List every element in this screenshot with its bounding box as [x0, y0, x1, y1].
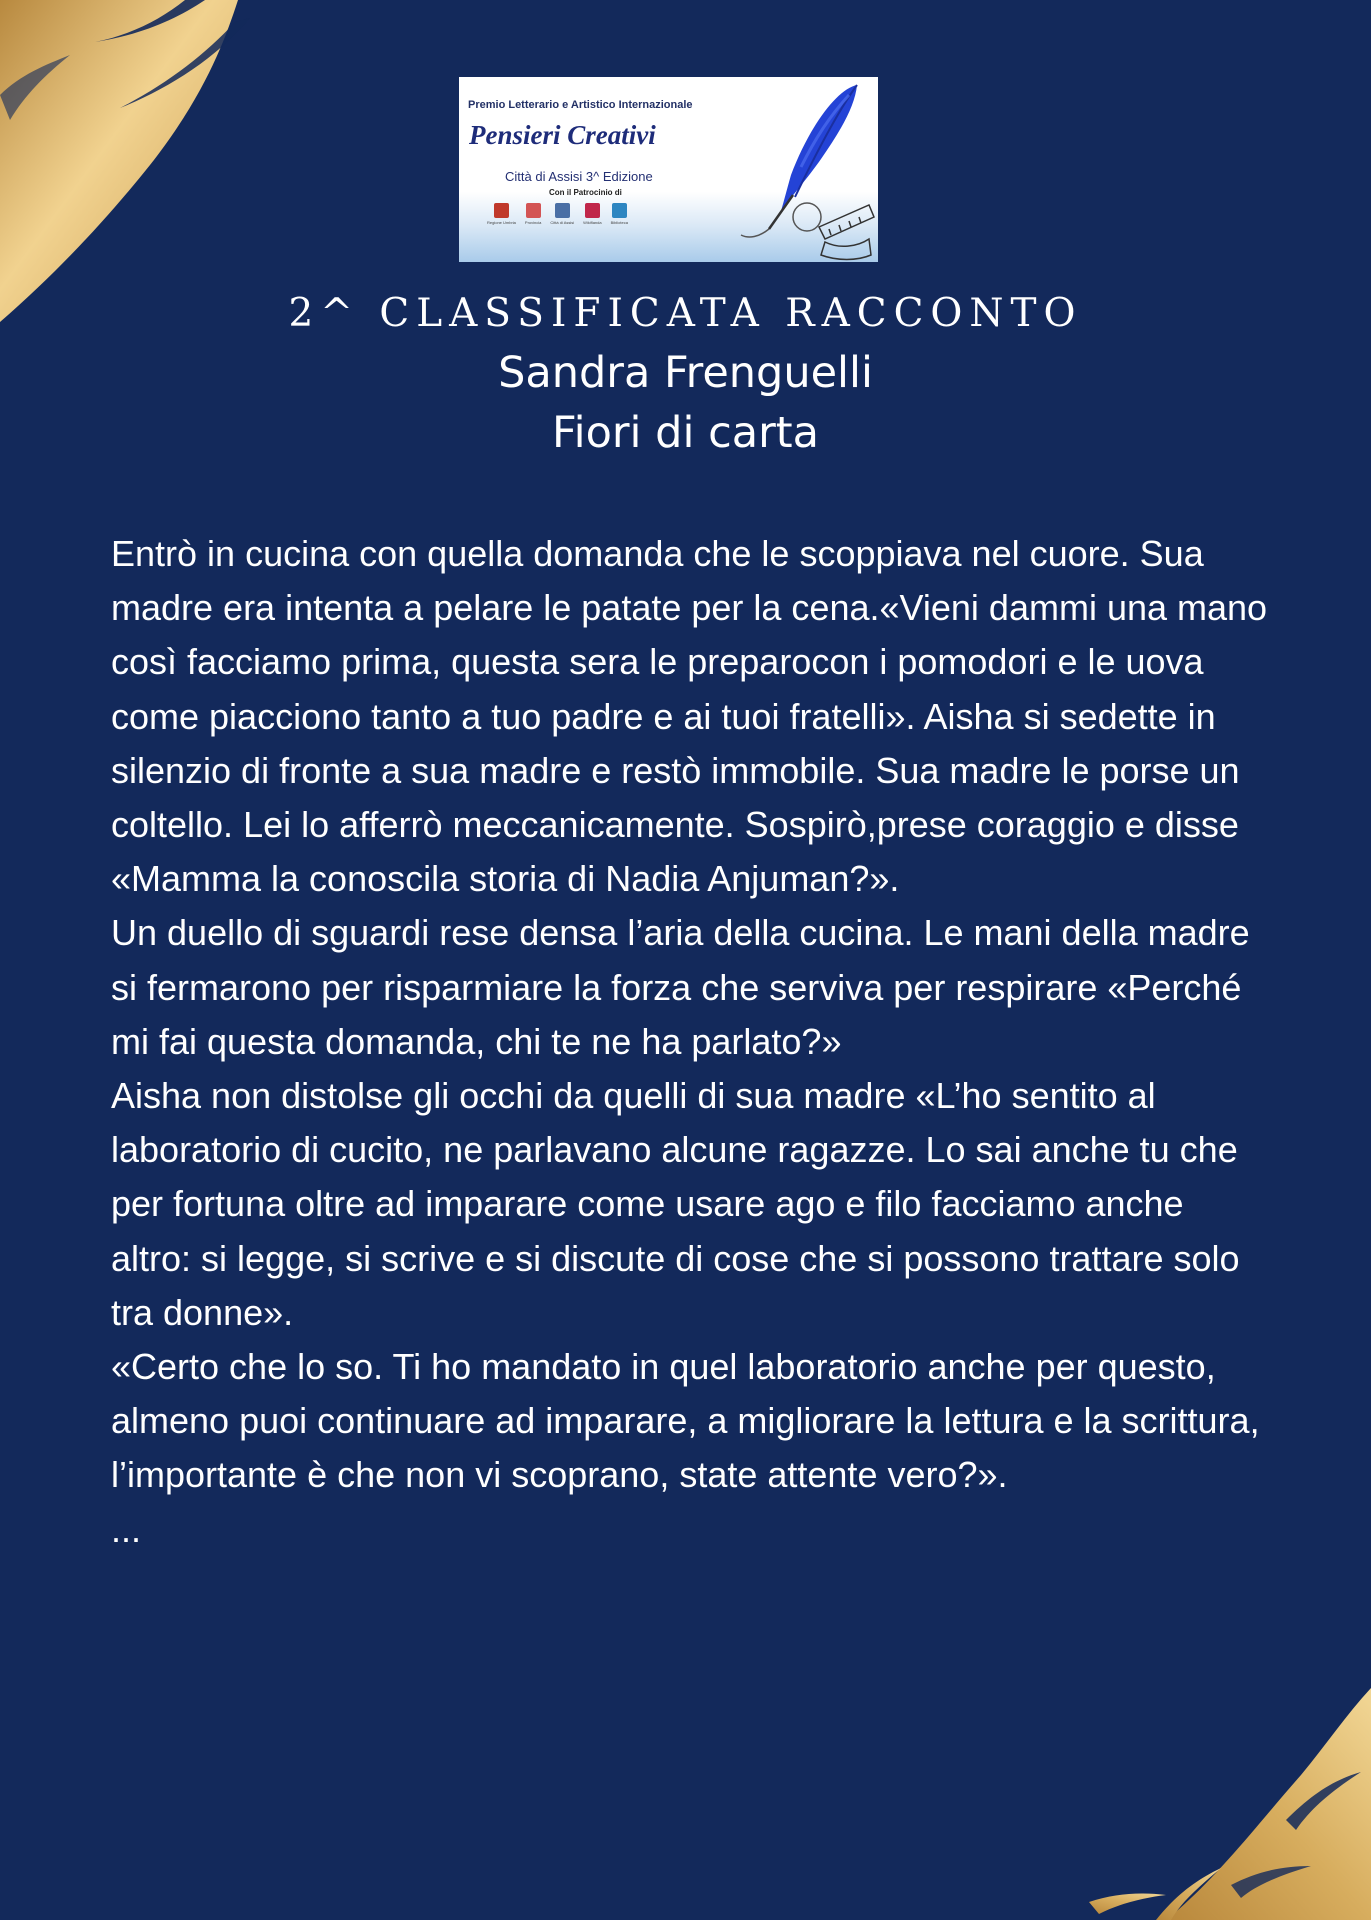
partner-mark	[585, 203, 600, 218]
award-category: 2^ CLASSIFICATA RACCONTO	[288, 291, 1083, 336]
partner-mark	[612, 203, 627, 218]
partner-mark	[494, 203, 509, 218]
logo-title: Pensieri Creativi	[469, 120, 656, 150]
partner-label: Wikiflanda	[583, 220, 602, 225]
story-paragraph: «Certo che lo so. Ti ho mandato in quel laboratorio anche per questo, almeno puoi continuare ad imparare, a migliorare la lettura e la scrittura, l’importante è che non vi scoprano, state attente vero?».	[111, 1346, 1260, 1496]
logo-subtitle: Premio Letterario e Artistico Internazionale	[468, 99, 693, 111]
partner-mark	[526, 203, 541, 218]
story-title: Fiori di carta	[552, 408, 819, 458]
story-ellipsis: ...	[111, 1508, 142, 1550]
partner-mark	[555, 203, 570, 218]
award-logo	[459, 77, 878, 262]
logo-patronage: Con il Patrocinio di	[549, 188, 622, 197]
gold-brush-decoration-top	[0, 0, 260, 330]
partner-label: Città di Assisi	[550, 220, 575, 225]
author-name: Sandra Frenguelli	[498, 348, 873, 398]
partner-logo	[583, 203, 601, 225]
partner-logo	[487, 203, 516, 225]
quill-pen-icon	[729, 77, 878, 262]
partner-label: Provincia	[524, 220, 542, 225]
story-paragraph: Aisha non distolse gli occhi da quelli di sua madre «L’ho sentito al laboratorio di cucito, ne parlavano alcune ragazze. Lo sai anche tu che per fortuna oltre ad imparare come usare ago e filo facciamo anche altro: si legge, si scrive e si discute di cose che si possono trattare solo tra donne».	[111, 1075, 1240, 1333]
partner-logos	[487, 203, 628, 225]
partner-logo	[611, 203, 628, 225]
partner-label: Biblioteca	[610, 220, 628, 225]
story-paragraph: Entrò in cucina con quella domanda che le scoppiava nel cuore. Sua madre era intenta a pelare le patate per la cena.«Vieni dammi una mano così facciamo prima, questa sera le preparocon i pomodori e le uova come piacciono tanto a tuo padre e ai tuoi fratelli». Aisha si sedette in silenzio di fronte a sua madre e restò immobile. Sua madre le porse un coltello. Lei lo afferrò meccanicamente. Sospirò,prese coraggio e disse «Mamma la conoscila storia di Nadia Anjuman?».	[111, 533, 1268, 900]
partner-logo	[525, 203, 541, 225]
story-paragraph: Un duello di sguardi rese densa l’aria della cucina. Le mani della madre si fermarono per risparmiare la forza che serviva per respirare «Perché mi fai questa domanda, chi te ne ha parlato?»	[111, 912, 1250, 1062]
story-text	[111, 527, 1271, 1557]
logo-edition: Città di Assisi 3^ Edizione	[505, 169, 653, 184]
partner-label: Regione Umbria	[487, 220, 516, 225]
gold-brush-decoration-bottom	[1071, 1680, 1371, 1920]
partner-logo	[550, 203, 574, 225]
